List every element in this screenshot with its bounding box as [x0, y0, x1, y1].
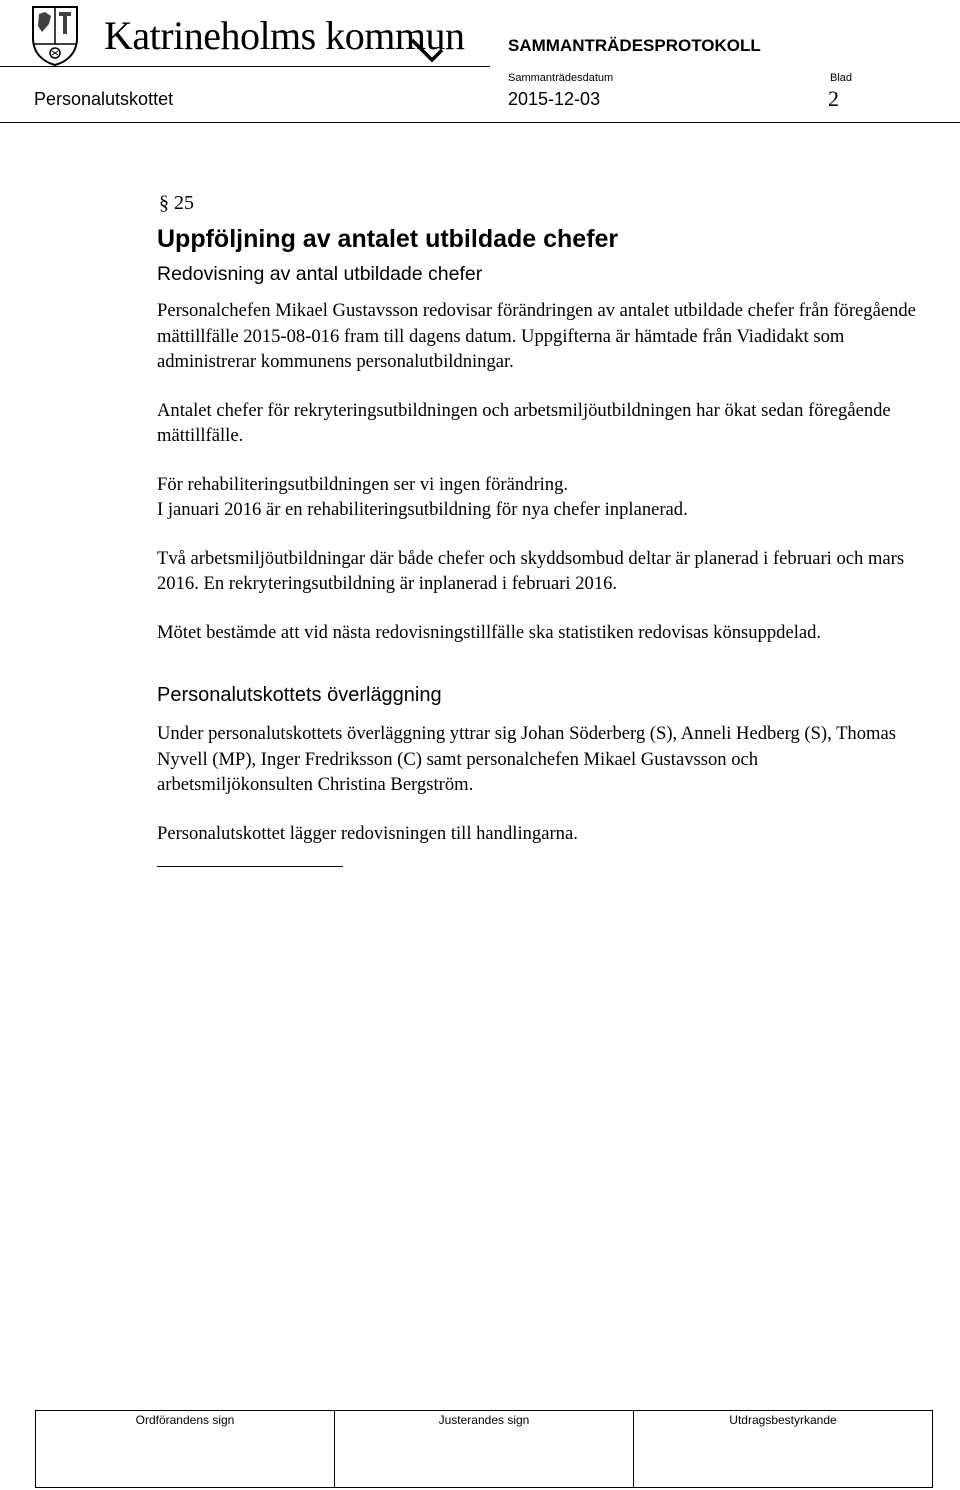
- section-subtitle: Redovisning av antal utbildade chefer: [157, 263, 483, 285]
- paragraph-gender-statistics: Mötet bestämde att vid nästa redovisningstillfälle ska statistiken redovisas könsuppdelad.: [157, 621, 822, 643]
- section-end-rule: [157, 866, 343, 867]
- excerpt-certifier-cell: Utdragsbestyrkande: [633, 1411, 932, 1487]
- deliberation-text: Under personalutskottets överläggning yttrar sig Johan Söderberg (S), Anneli Hedberg (S), Thomas Nyvell (MP), Inger Fredriksson (C) samt personalchefen Mikael Gustavsson och arbetsmiljökonsulten Christina Bergström.: [157, 723, 896, 795]
- logo-swoosh-icon: [410, 36, 444, 64]
- decision-text: Personalutskottet lägger redovisningen till handlingarna.: [157, 822, 578, 844]
- page-number: 2: [828, 86, 839, 111]
- municipality-logo-text: Katrineholms kommun: [104, 13, 465, 58]
- meeting-date: 2015-12-03: [508, 89, 601, 109]
- header-divider-bottom: [0, 122, 960, 123]
- paragraph-planned-trainings: Två arbetsmiljöutbildningar där både chefer och skyddsombud deltar är planerad i februari och mars 2016. En rekryteringsutbildning är inplanerad i februari 2016.: [157, 547, 905, 594]
- paragraph-report: Personalchefen Mikael Gustavsson redovisar förändringen av antalet utbildade chefer från föregående mättillfälle 2015-08-016 fram till dagens datum. Uppgifterna är hämtade från Viadidakt som administrerar kommunens personalutbildningar.: [157, 300, 916, 372]
- section-content: [157, 192, 917, 867]
- sheet-label: Blad: [830, 72, 853, 84]
- meeting-date-label: Sammanträdesdatum: [508, 72, 614, 84]
- coat-of-arms-icon: [30, 4, 80, 66]
- paragraph-rehab-unchanged: För rehabiliteringsutbildningen ser vi ingen förändring.: [157, 473, 569, 495]
- chair-sign-cell: Ordförandens sign: [135, 1413, 235, 1427]
- committee-name: Personalutskottet: [34, 89, 174, 109]
- signature-footer: [35, 1410, 933, 1488]
- adjuster-sign-cell: Justerandes sign: [334, 1411, 633, 1487]
- header-divider-top: [0, 66, 490, 67]
- document-type: SAMMANTRÄDESPROTOKOLL: [508, 36, 761, 55]
- paragraph-increase: Antalet chefer för rekryteringsutbildningen och arbetsmiljöutbildningen har ökat sedan föregående mättillfälle.: [157, 399, 891, 446]
- section-number: § 25: [159, 192, 194, 214]
- paragraph-rehab-planned: I januari 2016 är en rehabiliteringsutbildning för nya chefer inplanerad.: [157, 499, 688, 520]
- section-title: Uppföljning av antalet utbildade chefer: [157, 225, 619, 253]
- deliberation-heading: Personalutskottets överläggning: [157, 684, 442, 706]
